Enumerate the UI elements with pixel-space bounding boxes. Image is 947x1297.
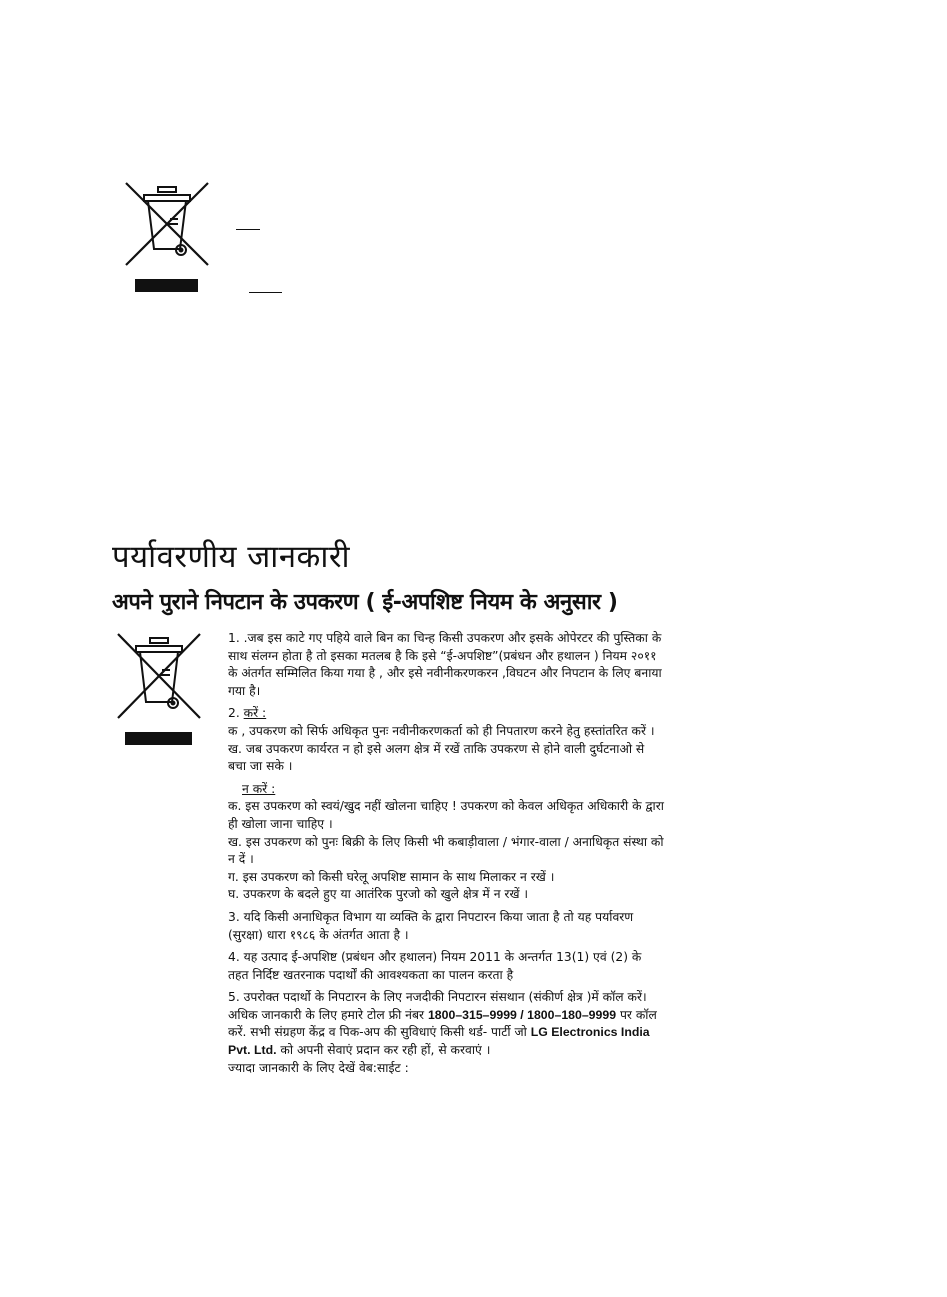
company-name: LG Electronics India Pvt. Ltd. [228, 1025, 650, 1058]
dont-item-c: ग. इस उपकरण को किसी घरेलू अपशिष्ट सामान के साथ मिलाकर न रखें । [228, 869, 555, 884]
paragraph-4: 4. यह उत्पाद ई-अपशिष्ट (प्रबंधन और हथालन) नियम 2011 के अन्तर्गत 13(1) एवं (2) के तहत निर्दिष्ट खतरनाक पदार्थों की आवश्यकता का पालन करता है [228, 950, 642, 982]
do-heading [228, 705, 664, 723]
page-subtitle: अपने पुराने निपटान के उपकरण ( ई-अपशिष्ट नियम के अनुसार ) [112, 590, 618, 615]
page-title: पर्यावरणीय जानकारी [112, 539, 351, 575]
underline-mark [249, 292, 282, 293]
bin-icon-bar [135, 279, 198, 292]
paragraph-5-part-a: 5. उपरोक्त पदार्थो के निपटारन के लिए नजदीकी निपटारन संसथान (संकीर्ण क्षेत्र )में कॉल करें। अधिक जानकारी के लिए हमारे टोल फ्री नंबर [228, 990, 647, 1022]
do-item-a: क , उपकरण को सिर्फ अधिकृत पुनः नवीनीकरणकर्ता को ही निपतारण करने हेतु हस्तांतरित करें । [228, 723, 655, 738]
do-number: 2. [228, 706, 240, 721]
paragraph-5-part-b: पर कॉल करें. सभी संग्रहण केंद्र व पिक-अप की सुविधाएं किसी थर्ड- पार्टी जो [228, 1007, 657, 1040]
paragraph-5 [228, 989, 664, 1059]
crossed-bin-icon [114, 630, 204, 722]
dont-item-b: ख. इस उपकरण को पुनः बिक्री के लिए किसी भी कबाड़ीवाला / भंगार-वाला / अनाधिकृत संस्था को न दें । [228, 834, 664, 867]
crossed-bin-icon [122, 179, 212, 269]
do-item-b: ख. जब उपकरण कार्यरत न हो इसे अलग क्षेत्र में रखें ताकि उपकरण से होने वाली दुर्घटनाओ से बचा जा सके । [228, 741, 645, 774]
body-text [228, 630, 664, 1077]
dont-label: न करें : [242, 781, 276, 796]
dont-item-a: क. इस उपकरण को स्वयं/खुद नहीं खोलना चाहिए ! उपकरण को केवल अधिकृत अधिकारी के द्वारा ही खोला जाना चाहिए । [228, 799, 664, 831]
dont-item-d: घ. उपकरण के बदले हुए या आतंरिक पुरजो को खुले क्षेत्र में न रखें । [228, 887, 529, 902]
paragraph-1: 1. .जब इस काटे गए पहिये वाले बिन का चिन्ह किसी उपकरण और इसके ओपेरटर की पुस्तिका के साथ संलग्न होता है तो इसका मतलब है कि इसे “ई-अपशिष्ट”(प्रबंधन और हथालन ) नियम २०११ के अंतर्गत सम्मिलित किया गया है , और इसे नवीनीकरणकरन ,विघटन और निपटान के लिए बनाया गया है। [228, 631, 662, 698]
bin-icon-bar [125, 732, 192, 745]
website-line: ज्यादा जानकारी के लिए देखें वेब:साईट : [228, 1060, 409, 1075]
dont-heading [228, 781, 664, 799]
underline-mark [236, 229, 260, 230]
paragraph-5-part-c: को अपनी सेवाएं प्रदान कर रही हों, से करवाएं । [276, 1043, 491, 1058]
toll-free-number: 1800–315–9999 / 1800–180–9999 [427, 1007, 617, 1022]
do-label: करें : [243, 706, 267, 721]
paragraph-3: 3. यदि किसी अनाधिकृत विभाग या व्यक्ति के द्वारा निपटारन किया जाता है तो यह पर्यावरण (सुरक्षा) धारा १९८६ के अंतर्गत आता है । [228, 909, 634, 942]
